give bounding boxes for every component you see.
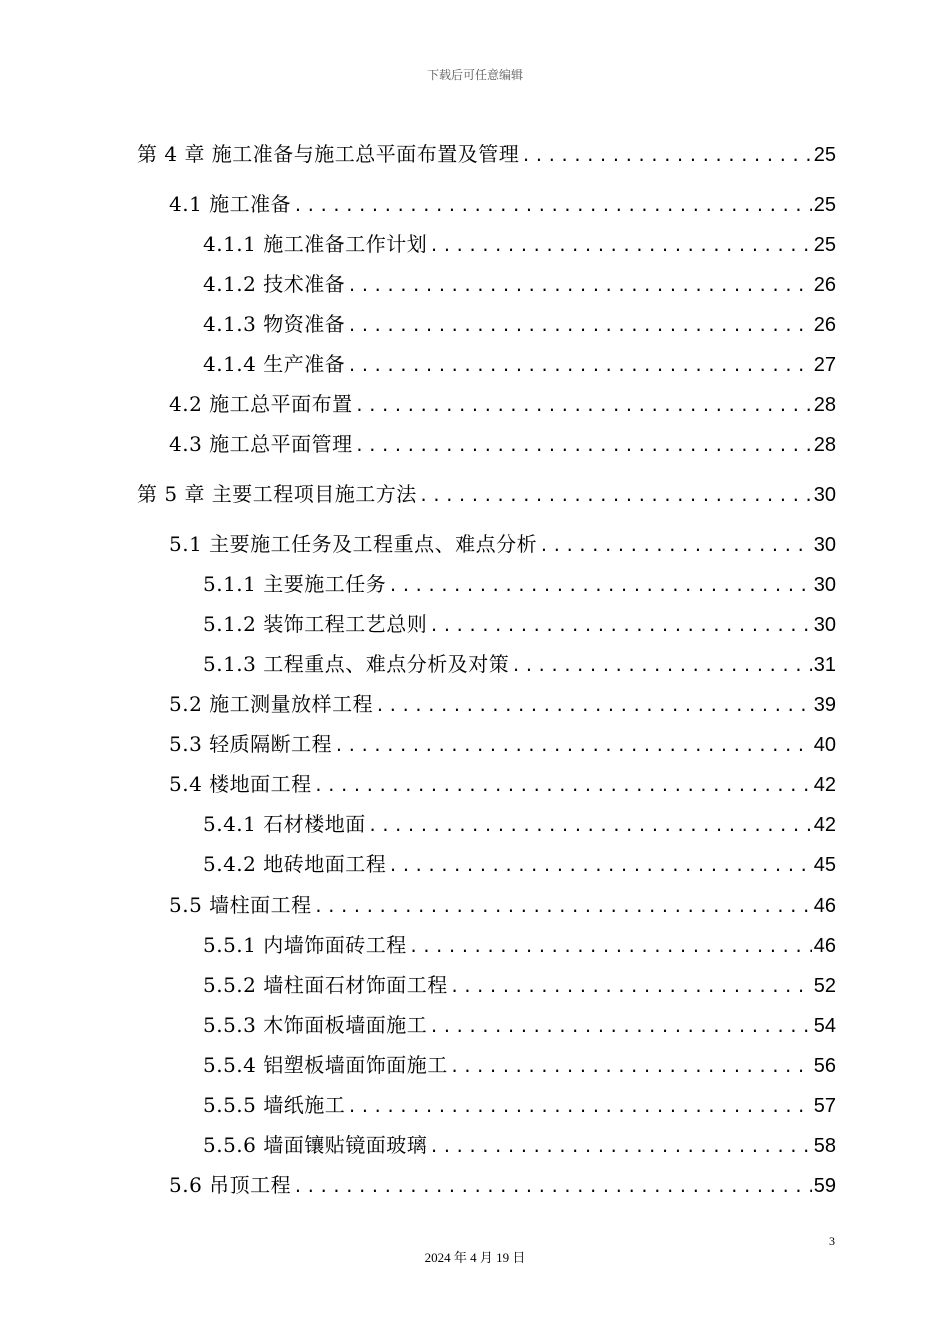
toc-entry-title: 4.1.3 物资准备 [203,312,346,336]
toc-entry[interactable] [203,1011,836,1041]
toc-leader-dots [368,812,812,840]
toc-entry-page: 26 [813,274,836,296]
toc-entry-page: 42 [813,814,836,836]
toc-entry-title: 4.2 施工总平面布置 [169,392,353,416]
toc-entry[interactable] [169,891,836,921]
toc-entry[interactable] [169,730,836,760]
toc-leader-dots [429,1133,812,1161]
toc-entry[interactable] [169,770,836,800]
toc-entry-page: 31 [813,654,836,676]
toc-entry-title: 5.1.1 主要施工任务 [203,572,387,596]
toc-leader-dots [429,612,812,640]
toc-entry[interactable] [203,230,836,260]
toc-entry[interactable] [203,1051,836,1081]
toc-leader-dots [355,392,812,420]
toc-leader-dots [429,232,812,260]
toc-entry-page: 40 [813,734,836,756]
toc-entry-title: 第 4 章 施工准备与施工总平面布置及管理 [137,142,520,166]
toc-leader-dots [347,272,812,300]
page-number: 3 [829,1234,835,1248]
toc-entry-page: 26 [813,314,836,336]
toc-entry-page: 57 [813,1095,836,1117]
toc-entry-title: 5.5 墙柱面工程 [169,893,312,917]
toc-entry-title: 4.3 施工总平面管理 [169,432,353,456]
toc-entry-page: 27 [813,354,836,376]
toc-entry-title: 5.1.2 装饰工程工艺总则 [203,612,428,636]
toc-entry[interactable] [169,1171,836,1201]
toc-entry-title: 5.1 主要施工任务及工程重点、难点分析 [169,532,538,556]
toc-entry-title: 5.5.2 墙柱面石材饰面工程 [203,973,448,997]
toc-entry[interactable] [169,530,836,560]
toc-entry-title: 5.4.2 地砖地面工程 [203,852,387,876]
toc-entry[interactable] [137,480,836,510]
toc-entry[interactable] [203,850,836,880]
toc-leader-dots [375,692,812,720]
toc-entry-title: 4.1 施工准备 [169,192,292,216]
toc-entry[interactable] [203,931,836,961]
toc-entry-page: 54 [813,1015,836,1037]
toc-entry[interactable] [169,390,836,420]
toc-entry-page: 30 [813,614,836,636]
toc-leader-dots [539,532,812,560]
toc-entry[interactable] [203,350,836,380]
toc-entry[interactable] [203,270,836,300]
toc-leader-dots [347,1093,812,1121]
toc-entry-page: 52 [813,975,836,997]
toc-entry-page: 59 [813,1175,836,1197]
toc-entry[interactable] [137,140,836,170]
toc-entry-title: 5.5.5 墙纸施工 [203,1093,346,1117]
toc-entry[interactable] [169,430,836,460]
toc-entry-title: 4.1.4 生产准备 [203,352,346,376]
toc-leader-dots [388,852,812,880]
toc-entry-page: 58 [813,1135,836,1157]
toc-entry-title: 5.1.3 工程重点、难点分析及对策 [203,652,510,676]
toc-entry-title: 5.4.1 石材楼地面 [203,812,366,836]
toc-leader-dots [314,772,812,800]
toc-entry-page: 25 [813,194,836,216]
toc-entry[interactable] [203,810,836,840]
toc-leader-dots [409,933,812,961]
toc-leader-dots [429,1013,812,1041]
toc-entry-title: 5.5.1 内墙饰面砖工程 [203,933,407,957]
toc-leader-dots [450,973,812,1001]
toc-entry-title: 4.1.1 施工准备工作计划 [203,232,428,256]
toc-entry-title: 5.4 楼地面工程 [169,772,312,796]
toc-entry-page: 25 [813,234,836,256]
toc-leader-dots [419,482,812,510]
toc-leader-dots [293,192,812,220]
toc-leader-dots [355,432,812,460]
page-header: 下载后可任意编辑 [426,68,523,82]
footer-date: 2024 年 4 月 19 日 [424,1250,526,1265]
toc-entry-title: 5.6 吊顶工程 [169,1173,292,1197]
toc-leader-dots [511,652,812,680]
toc-entry-page: 46 [813,935,836,957]
toc-leader-dots [450,1053,812,1081]
toc-leader-dots [347,352,812,380]
toc-entry-title: 5.5.3 木饰面板墙面施工 [203,1013,428,1037]
toc-leader-dots [521,142,811,170]
toc-entry[interactable] [203,310,836,340]
toc-entry-page: 25 [813,144,836,166]
toc-entry-title: 5.5.4 铝塑板墙面饰面施工 [203,1053,448,1077]
toc-entry-page: 28 [813,434,836,456]
toc-entry-title: 5.3 轻质隔断工程 [169,732,333,756]
toc-entry[interactable] [169,190,836,220]
toc-entry[interactable] [203,971,836,1001]
toc-entry-page: 46 [813,895,836,917]
toc-entry[interactable] [203,1131,836,1161]
toc-entry[interactable] [203,1091,836,1121]
toc-entry-page: 30 [813,484,836,506]
toc-entry-page: 30 [813,534,836,556]
toc-entry-page: 28 [813,394,836,416]
toc-entry-page: 30 [813,574,836,596]
toc-entry-page: 56 [813,1055,836,1077]
toc-leader-dots [314,893,812,921]
toc-entry-page: 42 [813,774,836,796]
toc-entry-title: 第 5 章 主要工程项目施工方法 [137,482,417,506]
toc-leader-dots [293,1173,812,1201]
toc-entry-page: 39 [813,694,836,716]
toc-entry-title: 5.5.6 墙面镶贴镜面玻璃 [203,1133,428,1157]
toc-entry[interactable] [203,570,836,600]
toc-entry[interactable] [169,690,836,720]
toc-entry[interactable] [203,650,836,680]
toc-leader-dots [388,572,812,600]
toc-entry-page: 45 [813,854,836,876]
toc-leader-dots [347,312,812,340]
toc-entry-title: 5.2 施工测量放样工程 [169,692,374,716]
toc-entry[interactable] [203,610,836,640]
toc-leader-dots [334,732,812,760]
toc-entry-title: 4.1.2 技术准备 [203,272,346,296]
